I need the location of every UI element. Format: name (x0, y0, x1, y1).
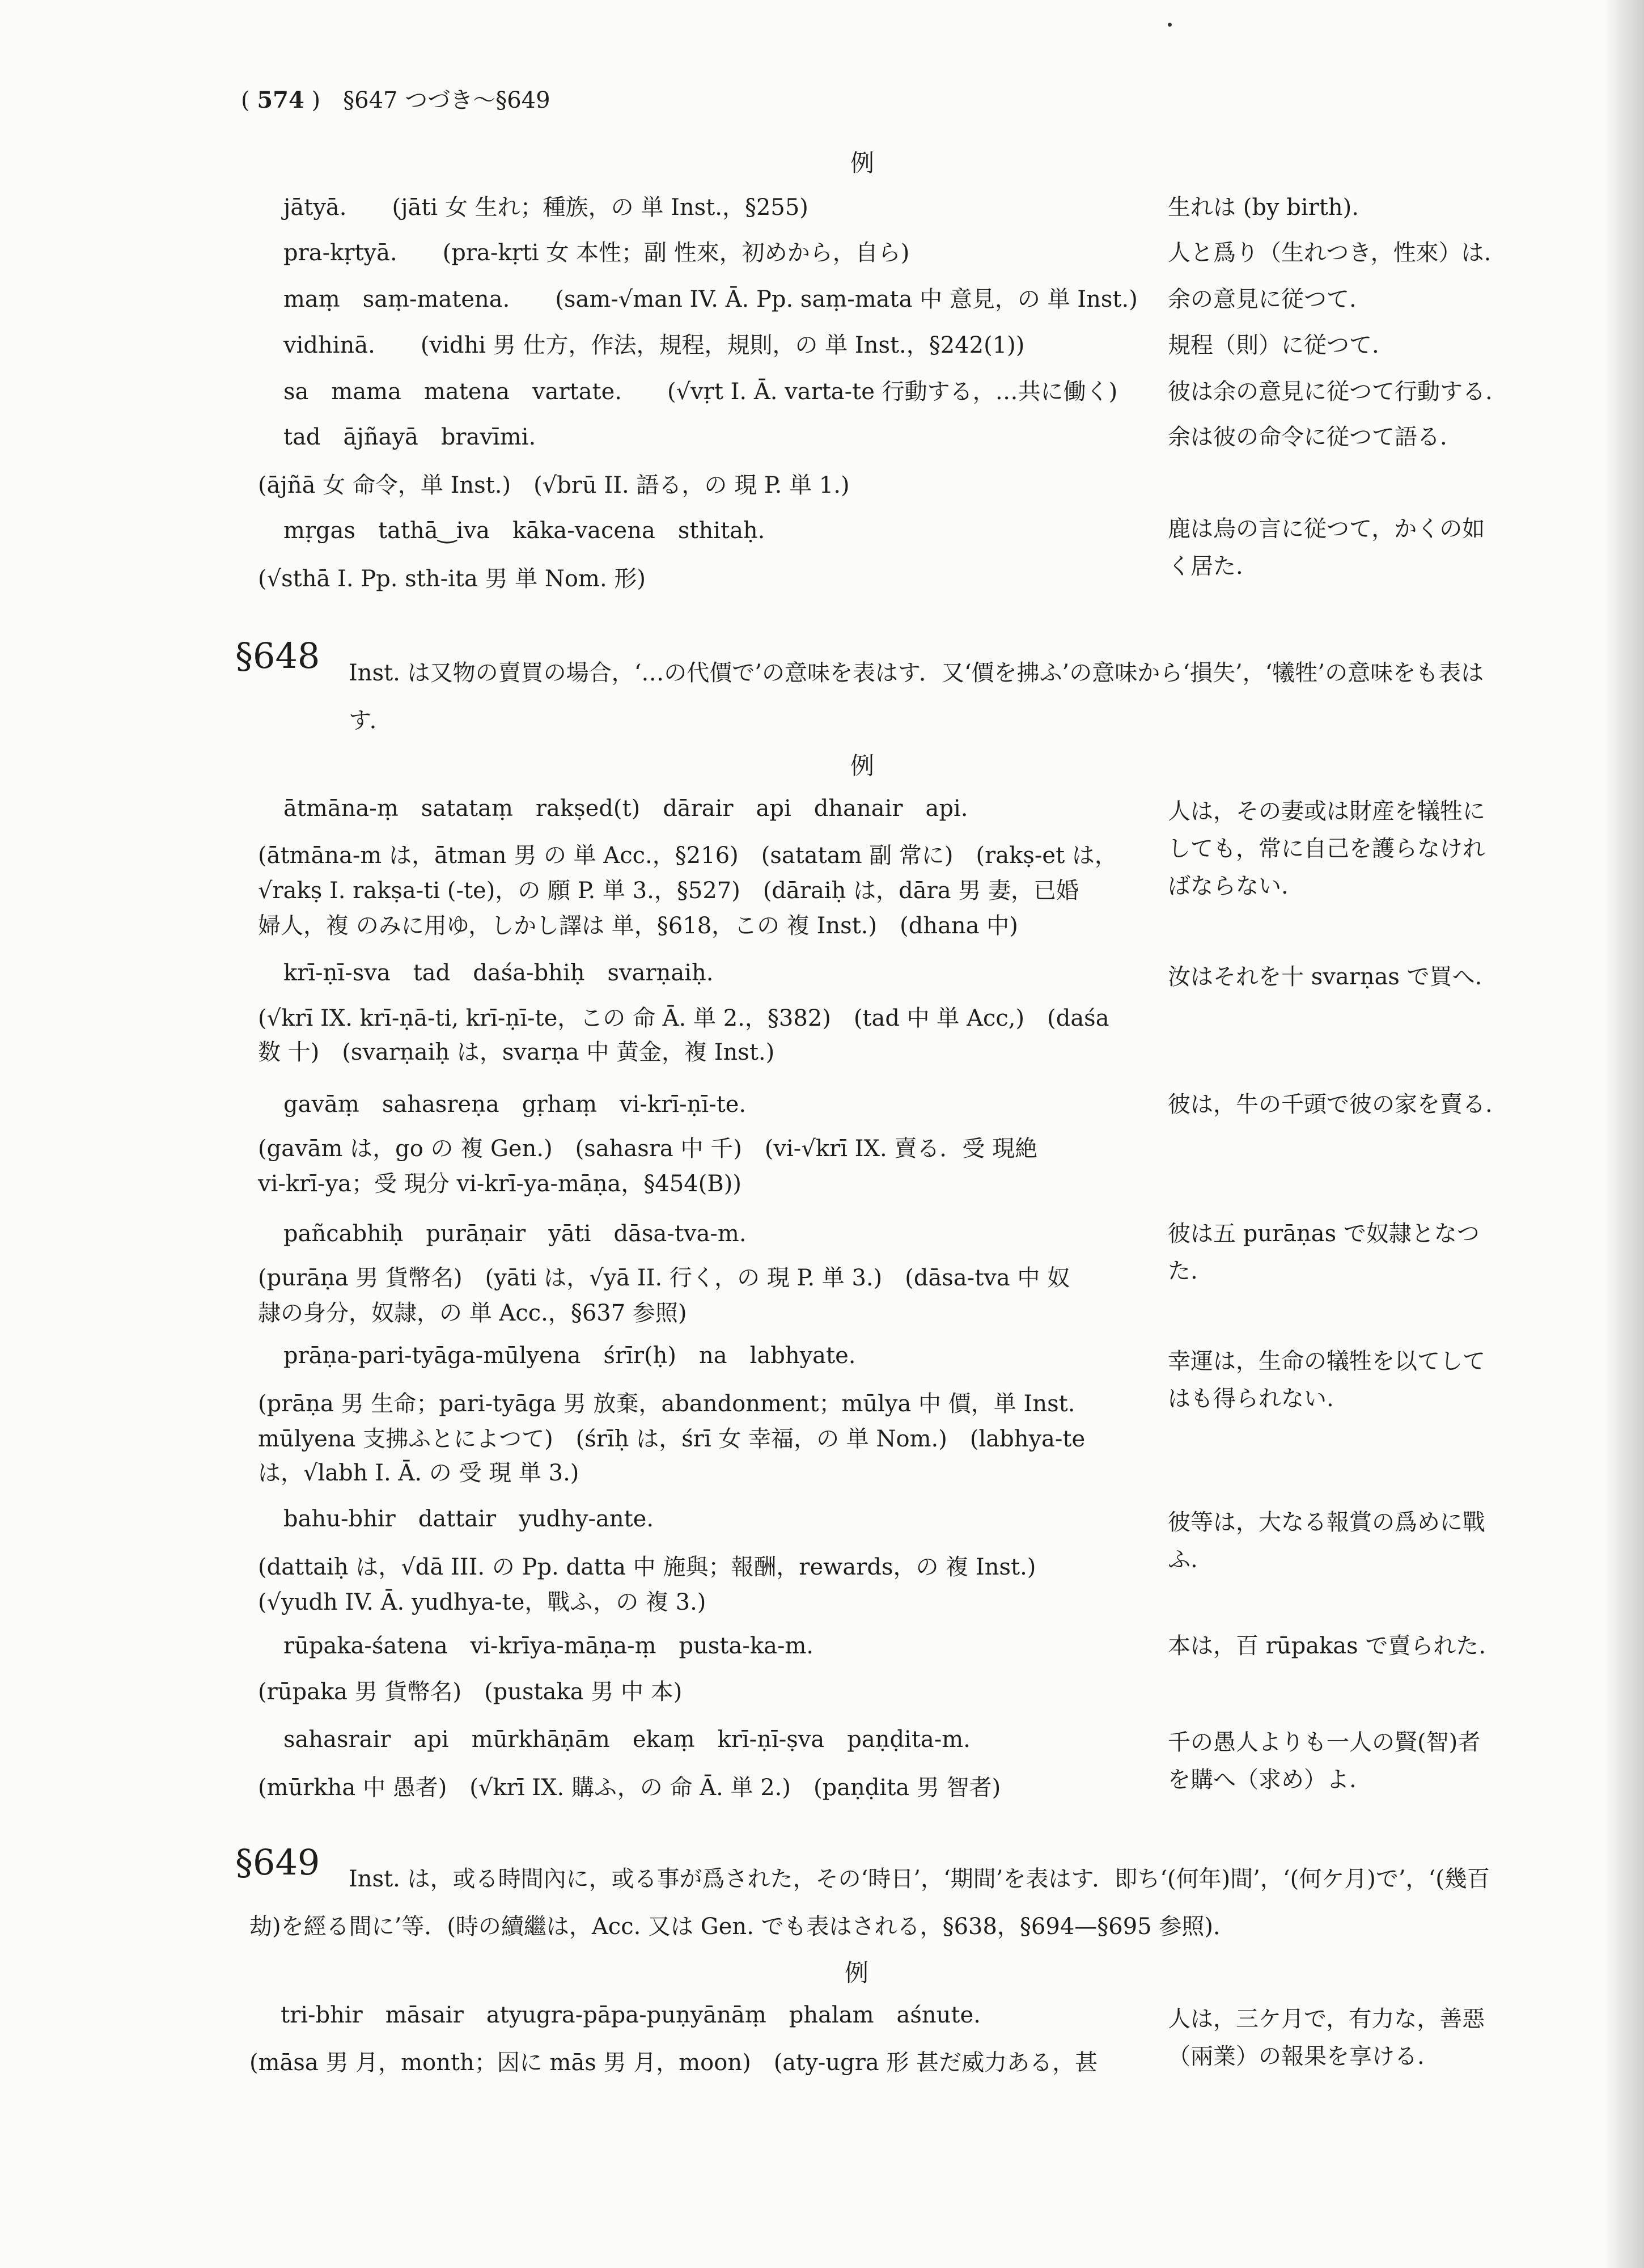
example-note: (ātmāna-m は，ātman 男 の 単 Acc.，§216) (satatam 副 常に) (rakṣ-et は， (258, 843, 1117, 869)
translation: 規程（則）に従つて. (1168, 332, 1379, 358)
example-note: は，√labh I. Ā. の 受 現 単 3.) (258, 1460, 579, 1486)
example-note: 婦人，複 のみに用ゆ，しかし譯は 単，§618，この 複 Inst.) (dhana 中) (258, 913, 1018, 939)
example-note: 隷の身分，奴隷，の 単 Acc.，§637 参照) (258, 1300, 687, 1326)
example-line: prāṇa-pari-tyāga-mūlyena śrīr(ḥ) na labhyate. (283, 1343, 856, 1369)
example-note: (√krī IX. krī-ṇā-ti, krī-ṇī-te，この 命 Ā. 単 2.，§382) (tad 中 単 Acc,) (daśa (258, 1005, 1109, 1031)
section-intro: Inst. は，或る時間內に，或る事が爲された，その‘時日’，‘期間’を表はす．即ち‘(何年)間’，‘(何ケ月)で’，‘(幾百劫)を經る間に’等．(時の續繼は，Acc. 又は Gen. でも表はされる，§638，§694—§695 参照)． (249, 1866, 1490, 1940)
translation: 千の愚人よりも一人の賢(智)者を購へ（求め）よ. (1168, 1729, 1481, 1793)
example-line: ātmāna-ṃ satataṃ rakṣed(t) dārair api dhanair api. (283, 796, 968, 822)
example-line: pra-kṛtyā. (pra-kṛti 女 本性；副 性來，初めから，自ら) (283, 240, 910, 266)
page-edge-shadow (1604, 0, 1644, 2268)
translation: 汝はそれを十 svarṇas で買へ. (1168, 964, 1482, 990)
example-note: (gavām は，go の 複 Gen.) (sahasra 中 千) (vi-√krī IX. 賣る．受 現絶 (258, 1136, 1038, 1162)
example-note: (purāṇa 男 貨幣名) (yāti は，√yā II. 行く，の 現 P. 単 3.) (dāsa-tva 中 奴 (258, 1265, 1070, 1291)
translation: 彼は五 purāṇas で奴隷となつた. (1168, 1221, 1480, 1284)
example-note: vi-krī-ya；受 現分 vi-krī-ya-māṇa，§454(B)) (258, 1171, 742, 1197)
translation: 人と爲り（生れつき，性來）は. (1168, 240, 1492, 266)
translation: 余の意見に従つて. (1168, 286, 1357, 312)
example-line: sa mama matena vartate. (√vṛt I. Ā. varta-te 行動する，…共に働く) (283, 379, 1118, 405)
example-line: tri-bhir māsair atyugra-pāpa-puṇyānāṃ phalam aśnute. (281, 2002, 981, 2028)
example-note: (rūpaka 男 貨幣名) (pustaka 男 中 本) (258, 1679, 683, 1705)
section-intro: Inst. は又物の賣買の場合，‘…の代價で’の意味を表はす．又‘價を拂ふ’の意味から‘損失’，‘犧牲’の意味をも表はす． (349, 660, 1484, 734)
translation: 幸運は，生命の犠牲を以てしてはも得られない. (1168, 1348, 1485, 1412)
translation: 生れは (by birth). (1168, 194, 1359, 221)
example-line: jātyā. (jāti 女 生れ；種族，の 単 Inst.，§255) (283, 194, 808, 221)
example-line: rūpaka-śatena vi-krīya-māṇa-ṃ pusta-ka-m. (283, 1633, 814, 1659)
example-note: (dattaiḥ は，√dā III. の Pp. datta 中 施與；報酬，rewards，の 複 Inst.) (258, 1554, 1036, 1580)
translation: 彼は，牛の千頭で彼の家を賣る. (1168, 1091, 1493, 1118)
example-note: (√yudh IV. Ā. yudhya-te，戰ふ，の 複 3.) (258, 1589, 706, 1615)
translation: 人は，三ケ月で，有力な，善惡（兩業）の報果を享ける. (1168, 2006, 1485, 2070)
example-line: mṛgas tathā‿iva kāka-vacena sthitaḥ. (283, 518, 765, 544)
speck (1168, 23, 1172, 27)
translation: 鹿は烏の言に従つて，かくの如く居た. (1168, 516, 1485, 579)
translation: 彼等は，大なる報賞の爲めに戰ふ. (1168, 1509, 1485, 1573)
example-note: (mūrkha 中 愚者) (√krī IX. 購ふ，の 命 Ā. 単 2.) (paṇḍita 男 智者) (258, 1775, 1001, 1801)
example-heading: 例 (850, 149, 875, 177)
example-line: gavāṃ sahasreṇa gṛhaṃ vi-krī-ṇī-te. (283, 1091, 747, 1118)
page-header: ( 574 ) §647 つづき～§649 (241, 87, 550, 113)
translation: 彼は余の意見に従つて行動する. (1168, 379, 1493, 405)
example-line: pañcabhiḥ purāṇair yāti dāsa-tva-m. (283, 1221, 747, 1247)
example-line: tad ājñayā bravīmi. (283, 424, 536, 450)
example-line: maṃ saṃ-matena. (sam-√man IV. Ā. Pp. saṃ-mata 中 意見，の 単 Inst.) (283, 286, 1138, 312)
example-note: (māsa 男 月，month；因に mās 男 月，moon) (aty-ugra 形 甚だ威力ある，甚 (249, 2050, 1098, 2076)
example-note: (prāṇa 男 生命；pari-tyāga 男 放棄，abandonment；mūlya 中 價，単 Inst. (258, 1391, 1075, 1417)
example-line: krī-ṇī-sva tad daśa-bhiḥ svarṇaiḥ. (283, 960, 714, 986)
example-line: sahasrair api mūrkhāṇām ekaṃ krī-ṇī-ṣva paṇḍita-m. (283, 1727, 971, 1753)
translation: 本は，百 rūpakas で賣られた. (1168, 1633, 1486, 1659)
example-heading: 例 (845, 1959, 869, 1987)
section-number: §648 (235, 635, 320, 676)
header-title: §647 つづき～§649 (343, 87, 550, 113)
translation: 人は，その妻或は財産を犠牲にしても，常に自己を護らなければならない. (1168, 798, 1485, 899)
example-note: 数 十) (svarṇaiḥ は，svarṇa 中 黄金，複 Inst.) (258, 1039, 775, 1065)
page-number: 574 (257, 87, 304, 113)
example-heading: 例 (850, 752, 875, 780)
example-note: (√sthā I. Pp. sth-ita 男 単 Nom. 形) (258, 566, 646, 592)
translation: 余は彼の命令に従つて語る. (1168, 424, 1447, 450)
example-note: (ājñā 女 命令，単 Inst.) (√brū II. 語る，の 現 P. 単 1.) (258, 472, 850, 498)
example-line: vidhinā. (vidhi 男 仕方，作法，規程，規則，の 単 Inst.，§242(1)) (283, 332, 1025, 358)
example-note: √rakṣ I. rakṣa-ti (-te)，の 願 P. 単 3.，§527) (dāraiḥ は，dāra 男 妻，已婚 (258, 878, 1079, 904)
section-number: §649 (235, 1842, 320, 1883)
example-line: bahu-bhir dattair yudhy-ante. (283, 1506, 654, 1532)
example-note: mūlyena 支拂ふとによつて) (śrīḥ は，śrī 女 幸福，の 単 Nom.) (labhya-te (258, 1426, 1086, 1452)
